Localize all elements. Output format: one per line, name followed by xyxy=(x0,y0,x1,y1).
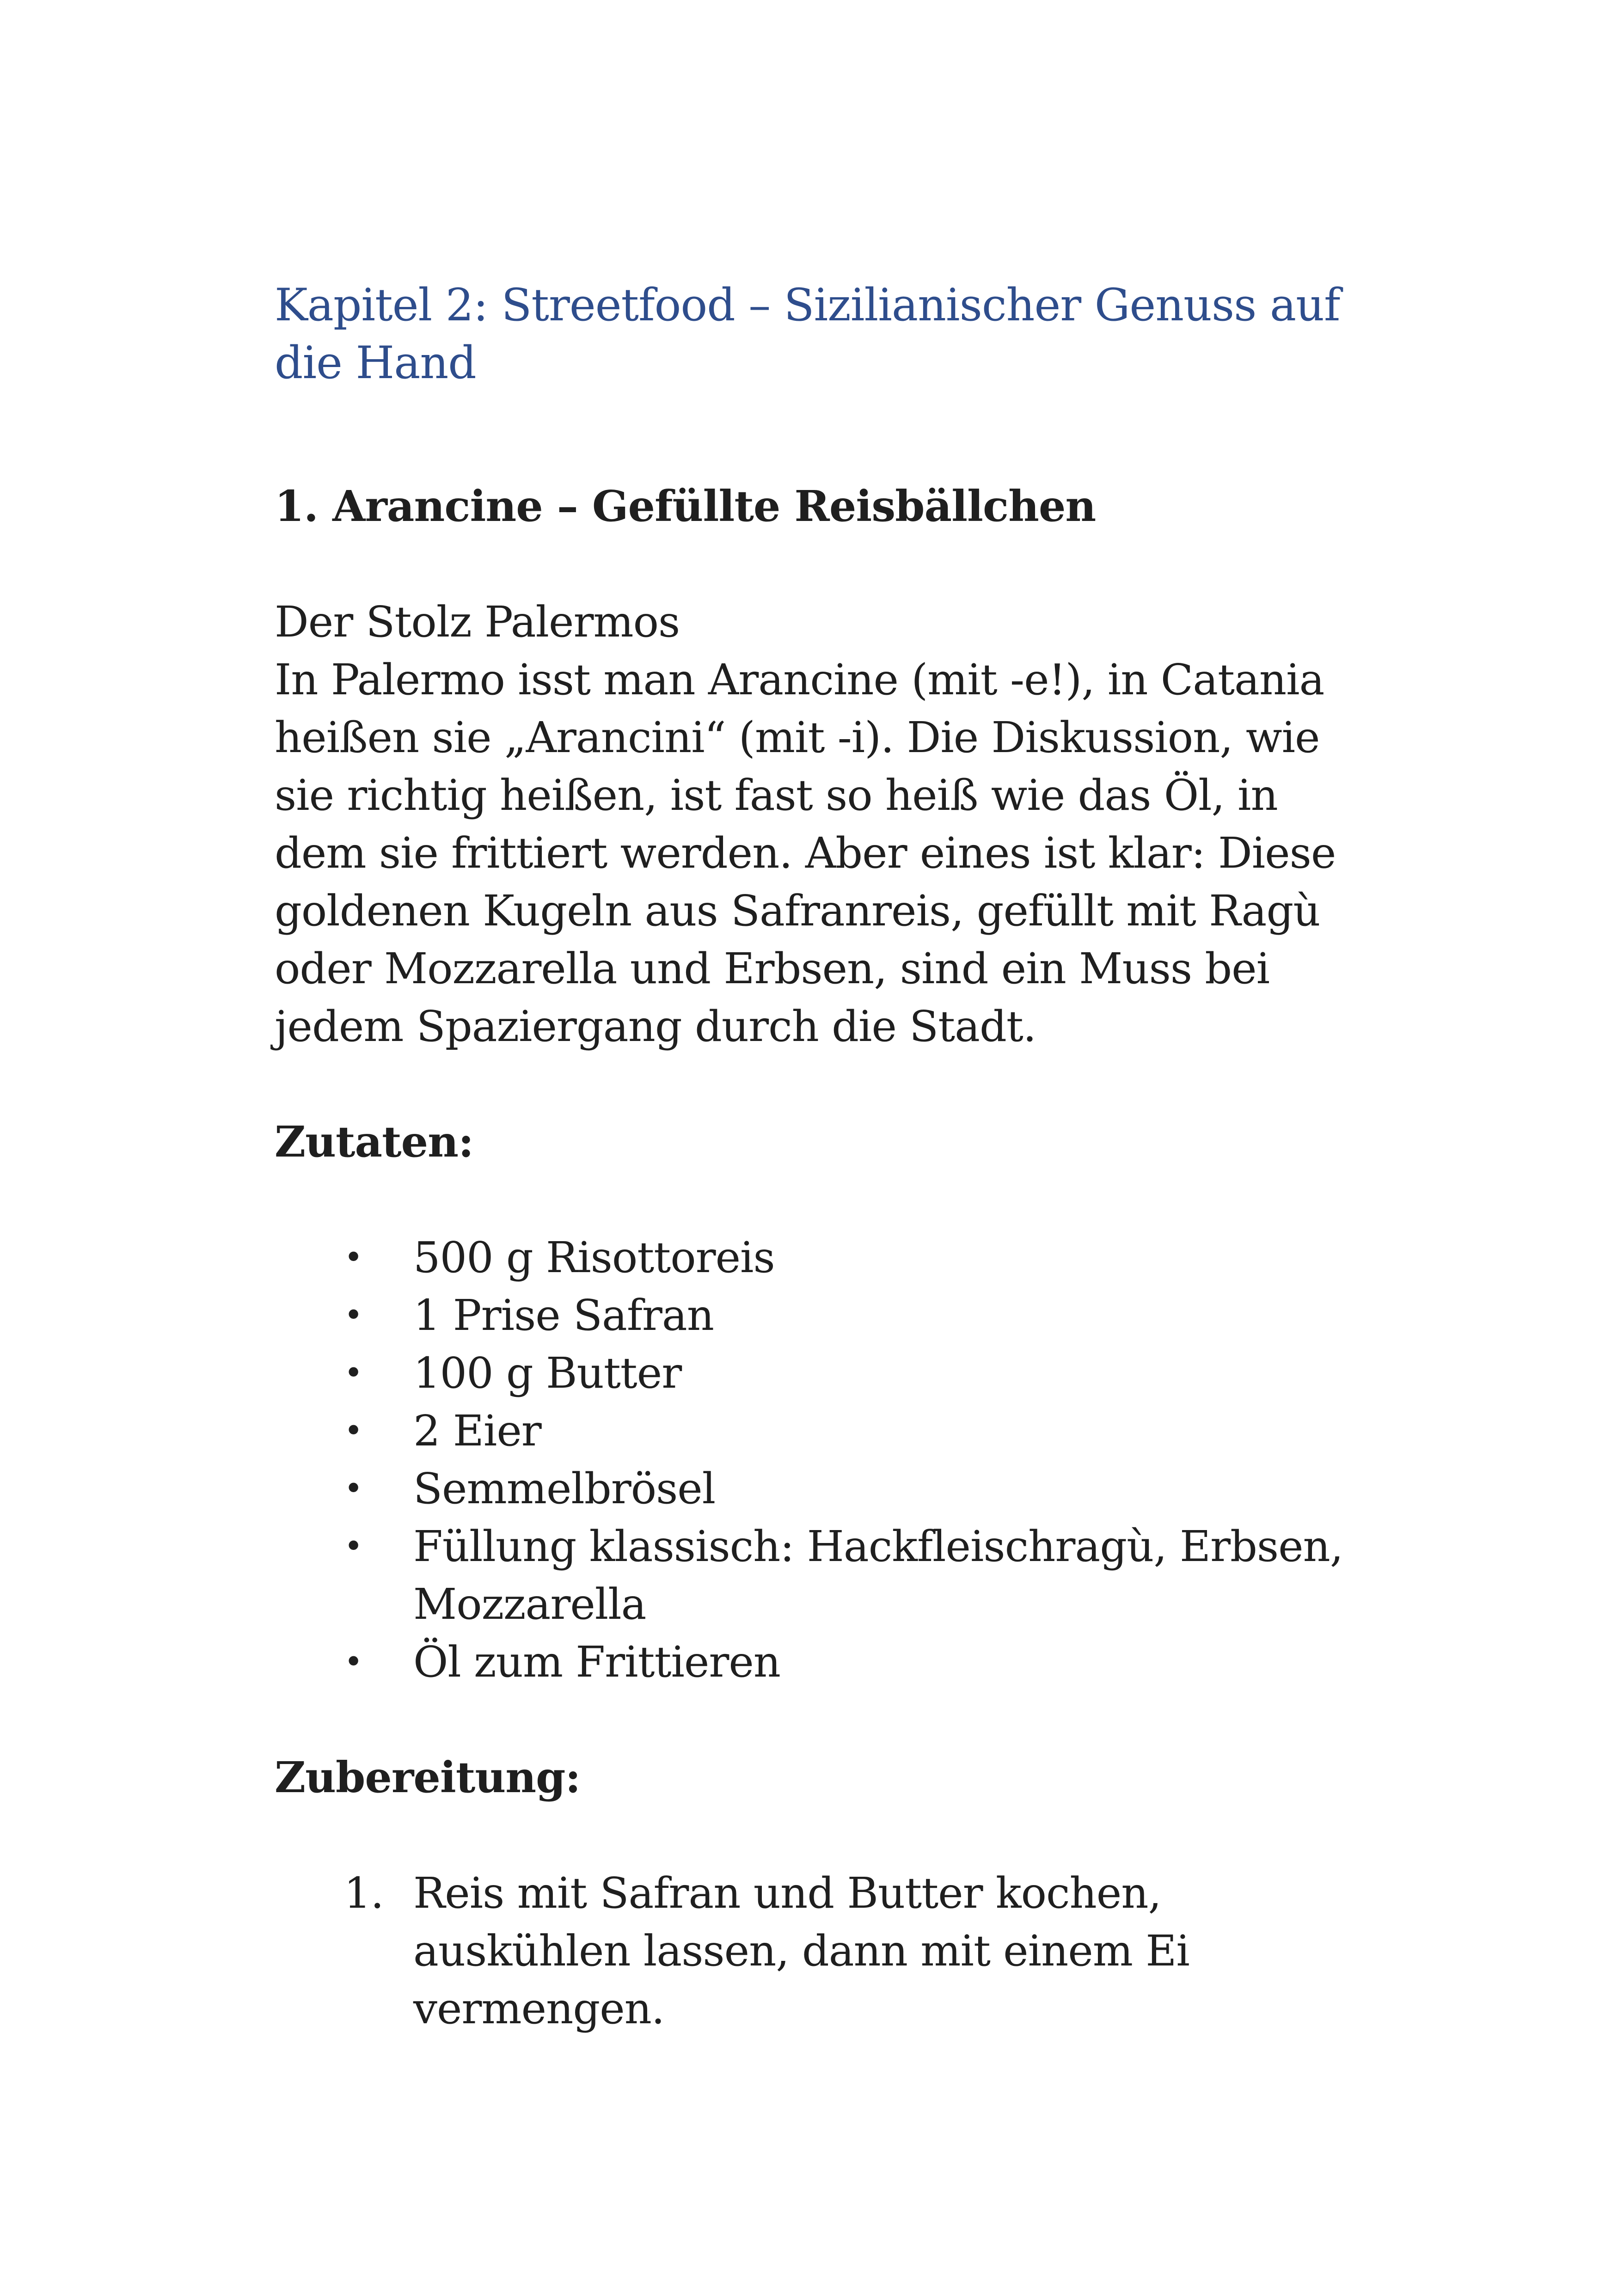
ingredient-text: 500 g Risottoreis xyxy=(413,1233,775,1282)
step-number: 1. xyxy=(344,1868,384,1918)
chapter-title: Kapitel 2: Streetfood – Sizilianischer Genuss auf die Hand xyxy=(275,279,1340,389)
ingredient-item xyxy=(275,1286,1366,1344)
ingredient-text: Füllung klassisch: Hackfleischragù, Erbsen, Mozzarella xyxy=(413,1522,1343,1629)
ingredient-item xyxy=(275,1344,1366,1402)
step-text: Reis mit Safran und Butter kochen, auskühlen lassen, dann mit einem Ei vermengen. xyxy=(413,1868,1189,2033)
ingredient-text: 100 g Butter xyxy=(413,1348,682,1398)
bullet-icon: • xyxy=(344,1238,363,1276)
ingredient-item xyxy=(275,1518,1366,1633)
bullet-icon: • xyxy=(344,1296,363,1334)
bullet-icon: • xyxy=(344,1643,363,1681)
ingredient-text: 2 Eier xyxy=(413,1406,541,1456)
intro-paragraph: In Palermo isst man Arancine (mit -e!), in Catania heißen sie „Arancini“ (mit -i). Die Diskussion, wie sie richtig heißen, ist fast so heiß wie das Öl, in dem sie frittiert werden. Aber eines ist klar: Diese goldenen Kugeln aus Safranreis, gefüllt mit Ragù oder Mozzarella und Erbsen, sind ein Muss bei jedem Spaziergang durch die Stadt. xyxy=(275,655,1336,1051)
ingredient-item xyxy=(275,1460,1366,1518)
ingredient-item xyxy=(275,1229,1366,1286)
ingredients-list xyxy=(275,1229,1366,1691)
ingredients-heading: Zutaten: xyxy=(275,1117,474,1167)
ingredient-text: Öl zum Frittieren xyxy=(413,1637,781,1687)
preparation-steps xyxy=(275,1864,1366,2038)
preparation-heading: Zubereitung: xyxy=(275,1752,581,1802)
bullet-icon: • xyxy=(344,1527,363,1565)
preparation-step xyxy=(275,1864,1292,2038)
ingredient-item xyxy=(275,1633,1366,1691)
bullet-icon: • xyxy=(344,1412,363,1450)
page-content xyxy=(275,276,1366,2038)
intro-heading: Der Stolz Palermos xyxy=(275,597,680,647)
recipe-title: 1. Arancine – Gefüllte Reisbällchen xyxy=(275,481,1096,531)
bullet-icon: • xyxy=(344,1469,363,1507)
ingredient-text: 1 Prise Safran xyxy=(413,1291,714,1340)
bullet-icon: • xyxy=(344,1354,363,1392)
ingredient-text: Semmelbrösel xyxy=(413,1464,716,1513)
ingredient-item xyxy=(275,1402,1366,1460)
